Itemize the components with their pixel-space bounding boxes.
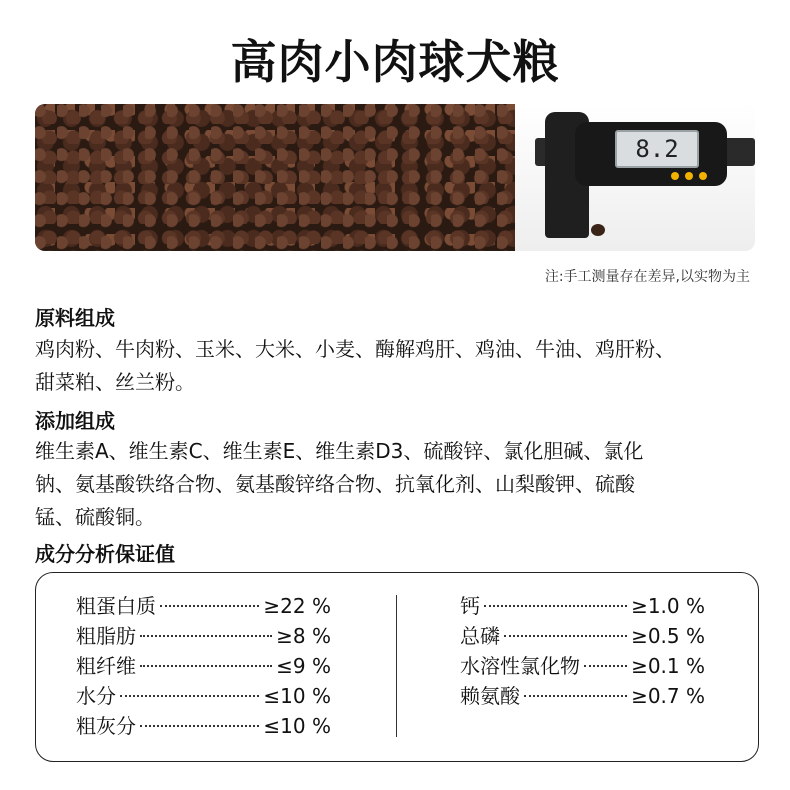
ingredients-line: 鸡肉粉、牛肉粉、玉米、大米、小麦、酶解鸡肝、鸡油、牛油、鸡肝粉、 (35, 337, 675, 361)
caliper-photo (515, 104, 755, 251)
analysis-label: 粗纤维 (76, 654, 136, 678)
column-divider (396, 595, 397, 737)
leader-dots (484, 605, 627, 607)
additives-text (35, 435, 755, 534)
leader-dots (120, 695, 259, 697)
analysis-row (460, 651, 705, 681)
analysis-left-column (76, 591, 331, 741)
analysis-value: ≥1.0 % (631, 594, 705, 618)
analysis-value: ≤10 % (263, 714, 331, 738)
additives-line: 锰、硫酸铜。 (35, 505, 155, 529)
caliper-buttons (671, 172, 711, 182)
analysis-row (460, 681, 705, 711)
caliper-button-icon (685, 172, 693, 180)
analysis-label: 水分 (76, 684, 116, 708)
kibble-photo (35, 104, 515, 251)
analysis-row (460, 591, 705, 621)
analysis-heading: 成分分析保证值 (35, 542, 175, 566)
additives-heading: 添加组成 (35, 409, 115, 433)
analysis-label: 粗蛋白质 (76, 594, 156, 618)
ingredients-text (35, 333, 755, 399)
analysis-label: 粗脂肪 (76, 624, 136, 648)
analysis-row (76, 621, 331, 651)
leader-dots (140, 635, 272, 637)
analysis-label: 水溶性氯化物 (460, 654, 580, 678)
page-title: 高肉小肉球犬粮 (230, 35, 560, 89)
additives-line: 维生素A、维生素C、维生素E、维生素D3、硫酸锌、氯化胆碱、氯化 (35, 439, 644, 463)
analysis-value: ≥0.1 % (631, 654, 705, 678)
analysis-label: 总磷 (460, 624, 500, 648)
analysis-row (76, 591, 331, 621)
analysis-label: 钙 (460, 594, 480, 618)
analysis-value: ≥0.5 % (631, 624, 705, 648)
guaranteed-analysis-box (35, 572, 759, 762)
leader-dots (584, 665, 627, 667)
analysis-label: 赖氨酸 (460, 684, 520, 708)
leader-dots (504, 635, 627, 637)
analysis-value: ≥8 % (276, 624, 331, 648)
caliper-button-icon (699, 172, 707, 180)
analysis-row (460, 621, 705, 651)
ingredients-heading: 原料组成 (35, 306, 115, 330)
ingredients-line: 甜菜粕、丝兰粉。 (35, 370, 195, 394)
analysis-value: ≥22 % (263, 594, 331, 618)
analysis-row (76, 711, 331, 741)
analysis-value: ≥0.7 % (631, 684, 705, 708)
caliper-reading: 8.2 (615, 130, 699, 168)
leader-dots (140, 725, 259, 727)
leader-dots (140, 665, 272, 667)
measurement-note: 注:手工测量存在差异,以实物为主 (544, 269, 750, 285)
leader-dots (524, 695, 627, 697)
analysis-label: 粗灰分 (76, 714, 136, 738)
measured-pellet (591, 224, 605, 236)
analysis-row (76, 651, 331, 681)
analysis-row (76, 681, 331, 711)
caliper-button-icon (671, 172, 679, 180)
analysis-right-column (460, 591, 705, 711)
additives-line: 钠、氨基酸铁络合物、氨基酸锌络合物、抗氧化剂、山梨酸钾、硫酸 (35, 472, 635, 496)
analysis-value: ≤9 % (276, 654, 331, 678)
leader-dots (160, 605, 259, 607)
product-banner (35, 104, 755, 251)
analysis-value: ≤10 % (263, 684, 331, 708)
